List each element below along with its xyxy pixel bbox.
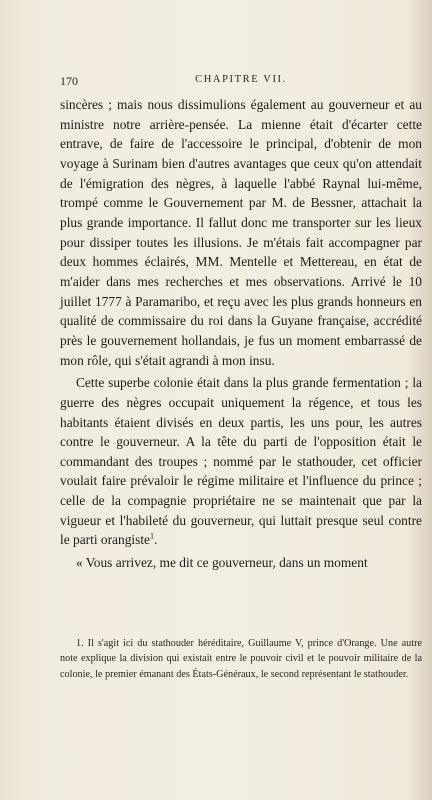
- running-head: CHAPITRE VII.: [195, 74, 287, 85]
- body-text: [60, 95, 422, 573]
- paragraph-2: [60, 373, 422, 550]
- page-header: [60, 74, 422, 90]
- footnote: 1. Il s'agit ici du stathouder héréditaire, Guillaume V, prince d'Orange. Une autre note explique la division qui existait entre le pouvoir civil et le pouvoir militaire de la colonie, le premier émanant des États-Généraux, le second représentant le stathouder.: [60, 638, 422, 680]
- paragraph-1: sincères ; mais nous dissimulions également au gouverneur et au ministre notre arrière-pensée. La mienne était d'écarter cette entrave, de faire de l'accessoire le principal, d'obtenir de mon voyage à Surinam bien d'autres avantages que ceux qu'on attendait de l'émigration des nègres, à laquelle l'abbé Raynal lui-même, trompé comme le Gouvernement par M. de Bessner, attachait la plus grande importance. Il fallut donc me transporter sur les lieux pour dissiper toutes les illusions. Je m'étais fait accompagner par deux hommes éclairés, MM. Mentelle et Mettereau, en état de m'aider dans mes recherches et mes observations. Arrivé le 10 juillet 1777 à Paramaribo, et reçu avec les plus grands honneurs en qualité de commissaire du roi dans la Guyane française, accrédité près le gouvernement hollandais, je fus un moment embarrassé de mon rôle, qui s'était agrandi à mon insu.: [60, 97, 422, 368]
- paragraph-3: « Vous arrivez, me dit ce gouverneur, dans un moment: [76, 555, 368, 571]
- page-number: 170: [60, 74, 78, 88]
- paragraph-2-period: .: [153, 532, 158, 548]
- paragraph-2-text: Cette superbe colonie était dans la plus grande fermentation ; la guerre des nègres occupait uniquement la régence, et tous les habitants étaient divisés en deux partis, les uns pour, les autres contre le gouverneur. A la tête du parti de l'opposition était le commandant des troupes ; nommé par le stathouder, cet officier voulait faire prévaloir le régime militaire et l'influence du prince ; celle de la compagnie propriétaire ne se maintenait que par la vigueur et l'habileté du gouverneur, qui luttait presque seul contre le parti orangiste: [60, 375, 422, 548]
- footnote-reference: 1: [149, 531, 154, 541]
